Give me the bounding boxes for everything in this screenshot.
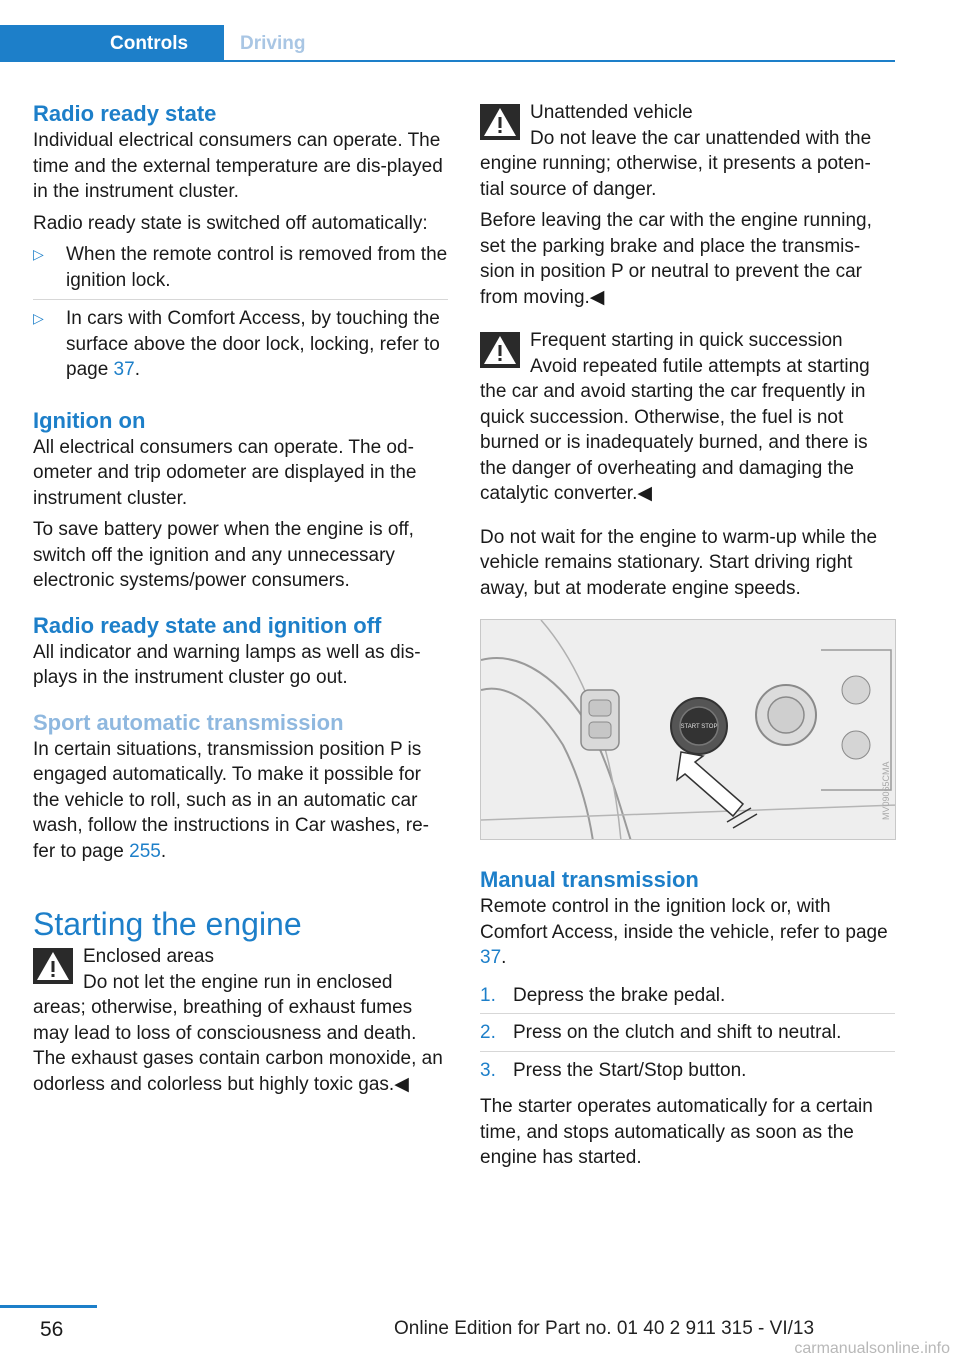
warning-title: Frequent starting in quick succession bbox=[530, 330, 843, 351]
warning-text: Do not leave the car unattended with the engine running; otherwise, it presents a poten-tial source of danger. bbox=[480, 127, 872, 200]
list-item bbox=[33, 306, 448, 389]
online-edition-text: Online Edition for Part no. 01 40 2 911 315 - VI/13 bbox=[394, 1318, 815, 1339]
tab-controls[interactable]: Controls bbox=[0, 25, 224, 62]
warning-icon bbox=[480, 104, 520, 140]
start-stop-label: START STOP bbox=[680, 724, 718, 730]
figure-code: MV09065CMA bbox=[881, 761, 891, 820]
warning-block bbox=[33, 944, 448, 1097]
list-item bbox=[480, 983, 895, 1015]
heading-sport-automatic-transmission: Sport automatic transmission bbox=[33, 709, 344, 735]
heading-starting-the-engine: Starting the engine bbox=[33, 906, 302, 942]
right-column bbox=[480, 100, 895, 1177]
bullet-list bbox=[33, 242, 448, 389]
list-item-text: In cars with Comfort Access, by touching the surface above the door lock, locking, refer to page bbox=[66, 308, 440, 380]
paragraph: Individual electrical consumers can operate. The time and the external temperature are dis-played in the instrument cluster. bbox=[33, 130, 443, 202]
paragraph-text-end: . bbox=[501, 947, 507, 968]
paragraph: Before leaving the car with the engine running, set the parking brake and place the transmis-sion in position P or neutral to prevent the car from moving.◀ bbox=[480, 210, 872, 308]
step-text: Press the Start/Stop button. bbox=[513, 1059, 747, 1081]
paragraph: Radio ready state is switched off automatically: bbox=[33, 212, 428, 234]
warning-text: Avoid repeated futile attempts at starting the car and avoid starting the car frequently in quick succession. Otherwise, the fuel is not burned or is inadequately burned, and there is the danger of overheating and damaging the catalytic converter.◀ bbox=[480, 355, 870, 504]
list-item bbox=[480, 1058, 895, 1089]
list-item-text-end: . bbox=[134, 359, 140, 380]
left-column bbox=[33, 100, 448, 1103]
paragraph: To save battery power when the engine is off, switch off the ignition and any unnecessary electronic systems/power consumers. bbox=[33, 519, 414, 591]
heading-ignition-on: Ignition on bbox=[33, 407, 146, 433]
paragraph bbox=[480, 894, 895, 971]
heading-radio-ready-and-ignition-off: Radio ready state and ignition off bbox=[33, 612, 382, 638]
warning-title: Unattended vehicle bbox=[530, 102, 693, 123]
numbered-list bbox=[480, 983, 895, 1089]
paragraph: The starter operates automatically for a certain time, and stops automatically as soon as the engine has started. bbox=[480, 1096, 873, 1168]
paragraph bbox=[33, 737, 448, 865]
heading-radio-ready-state: Radio ready state bbox=[33, 101, 217, 126]
list-item bbox=[480, 1020, 895, 1052]
page-link-255[interactable]: 255 bbox=[129, 840, 161, 862]
step-number: 1. bbox=[480, 984, 496, 1006]
warning-block bbox=[480, 328, 895, 507]
steering-wheel-illustration bbox=[481, 620, 896, 840]
warning-text: Do not let the engine run in enclosed areas; otherwise, breathing of exhaust fumes may lead to loss of consciousness and death. The exhaust gases contain carbon monoxide, an odorless and colorless but highly toxic gas.◀ bbox=[33, 971, 443, 1095]
list-item-text: When the remote control is removed from the ignition lock. bbox=[66, 244, 448, 291]
tab-driving[interactable]: Driving bbox=[240, 33, 306, 54]
list-item bbox=[33, 242, 448, 300]
page-link-37[interactable]: 37 bbox=[480, 947, 502, 968]
paragraph: All electrical consumers can operate. The od-ometer and trip odometer are displayed in the instrument cluster. bbox=[33, 436, 417, 509]
start-stop-button-illustration bbox=[480, 619, 896, 840]
step-text: Press on the clutch and shift to neutral. bbox=[513, 1022, 842, 1043]
warning-title: Enclosed areas bbox=[83, 946, 214, 967]
triangle-bullet-icon: ▷ bbox=[33, 310, 44, 326]
heading-manual-transmission: Manual transmission bbox=[480, 867, 699, 892]
paragraph-text: In certain situations, transmission position P is engaged automatically. To make it possible for the vehicle to roll, such as in an automatic car wash, follow the instructions in Car washes, re-fer to page bbox=[33, 738, 429, 862]
page-number: 56 bbox=[40, 1318, 64, 1341]
header-tab-bar bbox=[0, 25, 895, 62]
warning-block bbox=[480, 100, 895, 202]
watermark: carmanualsonline.info bbox=[794, 1340, 950, 1357]
paragraph-text: Remote control in the ignition lock or, with Comfort Access, inside the vehicle, refer to page bbox=[480, 896, 888, 943]
paragraph-text-end: . bbox=[160, 840, 167, 862]
footer-accent-line bbox=[0, 1305, 97, 1308]
step-number: 2. bbox=[480, 1022, 496, 1043]
paragraph: All indicator and warning lamps as well as dis-plays in the instrument cluster go out. bbox=[33, 641, 421, 688]
step-number: 3. bbox=[480, 1059, 496, 1081]
step-text: Depress the brake pedal. bbox=[513, 984, 726, 1006]
triangle-bullet-icon: ▷ bbox=[33, 246, 44, 262]
page-link-37[interactable]: 37 bbox=[113, 359, 135, 380]
warning-icon bbox=[33, 948, 73, 984]
paragraph: Do not wait for the engine to warm-up while the vehicle remains stationary. Start driving right away, but at moderate engine speeds. bbox=[480, 526, 878, 599]
warning-icon bbox=[480, 332, 520, 368]
